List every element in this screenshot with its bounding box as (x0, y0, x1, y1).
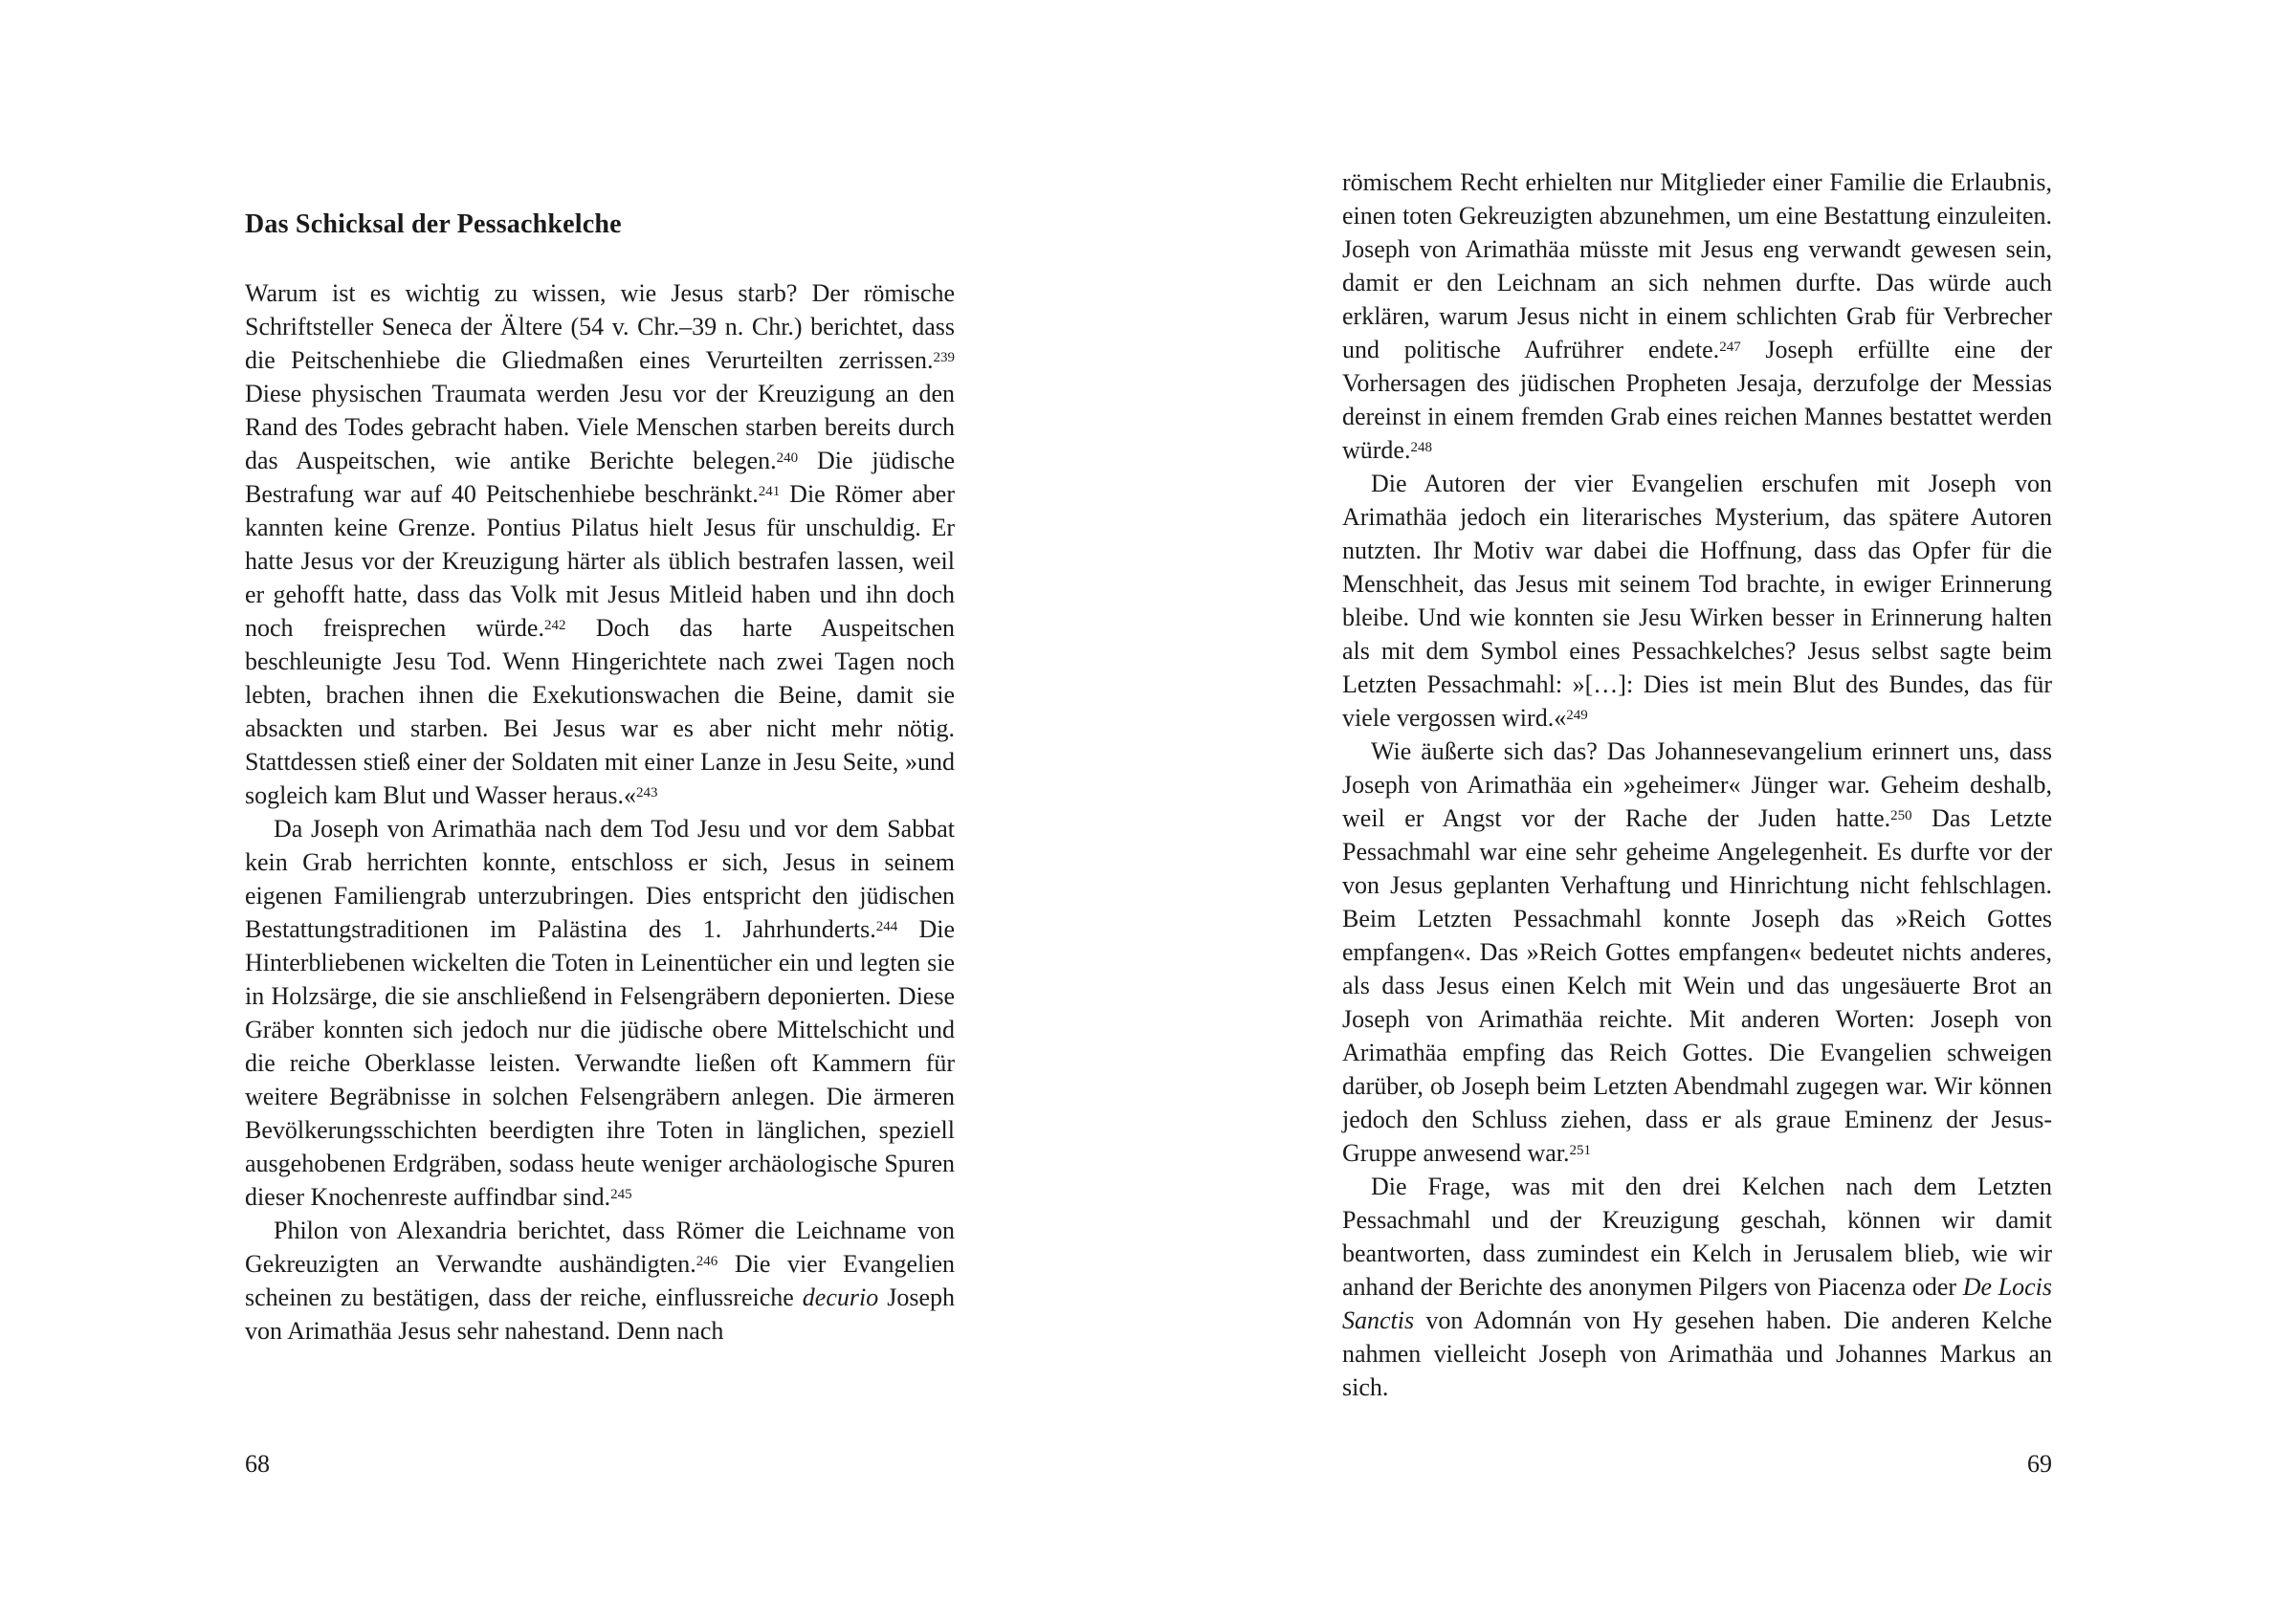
footnote-reference: 240 (776, 450, 799, 467)
footnote-reference: 244 (875, 919, 898, 935)
body-text: Die Hinterbliebenen wickelten die Toten in Leinentücher ein und legten sie in Holzsärge, die sie anschließend in Felsengräbern deponierten. Diese Gräber konnten sich jedoch nur die jüdische obere Mittelschicht und die reiche Oberklasse leisten. Verwandte ließen oft Kammern für weitere Begräbnisse in solchen Felsengräbern anlegen. Die ärmeren Bevölkerungsschichten beerdigten ihre Toten in länglichen, speziell ausgehobenen Erdgräben, sodass heute weniger archäologische Spuren dieser Knochenreste auffindbar sind. (245, 915, 955, 1211)
paragraph (1342, 165, 2052, 467)
footnote-reference: 251 (1569, 1143, 1592, 1159)
left-page-column (245, 209, 955, 1348)
page-number-right: 69 (2027, 1450, 2052, 1478)
footnote-reference: 242 (543, 618, 566, 634)
body-text: Philon von Alexandria berichtet, dass Römer die Leichname von Gekreuzigten an Verwandte aushändigten. (245, 1217, 955, 1278)
footnote-reference: 250 (1890, 808, 1912, 824)
paragraph (1342, 1170, 2052, 1404)
footnote-reference: 241 (758, 484, 781, 500)
body-text: Doch das harte Auspeitschen beschleunigte Jesu Tod. Wenn Hingerichtete nach zwei Tagen noch lebten, brachen ihnen die Exekutionswachen die Beine, damit sie absackten und starben. Bei Jesus war es aber nicht mehr nötig. Stattdessen stieß einer der Soldaten mit einer Lanze in Jesu Seite, »und sogleich kam Blut und Wasser heraus.« (245, 614, 955, 809)
italic-text: decurio (802, 1283, 879, 1311)
body-text: Die jüdische Bestrafung war auf 40 Peitschenhiebe beschränkt. (245, 447, 955, 508)
paragraph (245, 812, 955, 1214)
footnote-reference: 247 (1719, 340, 1741, 356)
body-text: Joseph erfüllte eine der Vorhersagen des jüdischen Propheten Jesaja, derzufolge der Messias dereinst in einem fremden Grab eines reichen Mannes bestattet werden würde. (1342, 336, 2052, 464)
right-page-text (1342, 165, 2052, 1404)
footnote-reference: 248 (1410, 440, 1432, 456)
body-text: Diese physischen Traumata werden Jesu vor der Kreuzigung an den Rand des Todes gebracht haben. Viele Menschen starben bereits durch das Auspeitschen, wie antike Berichte belegen. (245, 380, 955, 474)
body-text: Wie äußerte sich das? Das Johannesevangelium erinnert uns, dass Joseph von Arimathäa ein »geheimer« Jünger war. Geheim deshalb, weil er Angst vor der Rache der Juden hatte. (1342, 737, 2052, 832)
body-text: Joseph von Arimathäa Jesus sehr nahestand. Denn nach (245, 1283, 955, 1345)
right-page-column (1342, 165, 2052, 1404)
body-text: römischem Recht erhielten nur Mitglieder einer Familie die Erlaubnis, einen toten Gekreuzigten abzunehmen, um eine Bestattung einzuleiten. Joseph von Arimathäa müsste mit Jesus eng verwandt gewesen sein, damit er den Leichnam an sich nehmen durfte. Das würde auch erklären, warum Jesus nicht in einem schlichten Grab für Verbrecher und politische Aufrührer endete. (1342, 168, 2052, 363)
footnote-reference: 246 (695, 1254, 718, 1270)
paragraph (245, 1214, 955, 1348)
footnote-reference: 243 (636, 785, 658, 801)
italic-text: De Locis Sanctis (1342, 1273, 2052, 1334)
paragraph (1342, 735, 2052, 1170)
page-number-left: 68 (245, 1450, 270, 1478)
footnote-reference: 249 (1566, 708, 1588, 724)
paragraph (1342, 467, 2052, 735)
footnote-reference: 239 (933, 350, 955, 366)
body-text: Da Joseph von Arimathäa nach dem Tod Jesu und vor dem Sabbat kein Grab herrichten konnte, entschloss er sich, Jesus in seinem eigenen Familiengrab unterzubringen. Dies entspricht den jüdischen Bestattungstraditionen im Palästina des 1. Jahrhunderts. (245, 815, 955, 943)
footnote-reference: 245 (610, 1187, 632, 1203)
paragraph (245, 276, 955, 812)
body-text: Die Frage, was mit den drei Kelchen nach dem Letzten Pessachmahl und der Kreuzigung geschah, können wir damit beantworten, dass zumindest ein Kelch in Jerusalem blieb, wie wir anhand der Berichte des anonymen Pilgers von Piacenza oder (1342, 1173, 2052, 1301)
body-text: Warum ist es wichtig zu wissen, wie Jesus starb? Der römische Schriftsteller Seneca der Ältere (54 v. Chr.–39 n. Chr.) berichtet, dass die Peitschenhiebe die Gliedmaßen eines Verurteilten zerrissen. (245, 279, 955, 374)
body-text: von Adomnán von Hy gesehen haben. Die anderen Kelche nahmen vielleicht Joseph von Arimathäa und Johannes Markus an sich. (1342, 1306, 2052, 1401)
body-text: Die vier Evangelien scheinen zu bestätigen, dass der reiche, einflussreiche (245, 1250, 955, 1311)
body-text: Das Letzte Pessachmahl war eine sehr geheime Angelegenheit. Es durfte vor der von Jesus geplanten Verhaftung und Hinrichtung nicht fehlschlagen. Beim Letzten Pessachmahl konnte Joseph das »Reich Gottes empfangen«. Das »Reich Gottes empfangen« bedeutet nichts anderes, als dass Jesus einen Kelch mit Wein und das ungesäuerte Brot an Joseph von Arimathäa reichte. Mit anderen Worten: Joseph von Arimathäa empfing das Reich Gottes. Die Evangelien schweigen darüber, ob Joseph beim Letzten Abendmahl zugegen war. Wir können jedoch den Schluss ziehen, dass er als graue Eminenz der Jesus-Gruppe anwesend war. (1342, 804, 2052, 1167)
left-page-text (245, 276, 955, 1348)
body-text: Die Römer aber kannten keine Grenze. Pontius Pilatus hielt Jesus für unschuldig. Er hatte Jesus vor der Kreuzigung härter als üblich bestrafen lassen, weil er gehofft hatte, dass das Volk mit Jesus Mitleid haben und ihn doch noch freisprechen würde. (245, 480, 955, 642)
body-text: Die Autoren der vier Evangelien erschufen mit Joseph von Arimathäa jedoch ein literarisches Mysterium, das spätere Autoren nutzten. Ihr Motiv war dabei die Hoffnung, dass das Opfer für die Menschheit, das Jesus mit seinem Tod brachte, in ewiger Erinnerung bleibe. Und wie konnten sie Jesu Wirken besser in Erinnerung halten als mit dem Symbol eines Pessachkelches? Jesus selbst sagte beim Letzten Pessachmahl: »[…]: Dies ist mein Blut des Bundes, das für viele vergossen wird.« (1342, 470, 2052, 732)
chapter-heading: Das Schicksal der Pessachkelche (245, 209, 622, 239)
